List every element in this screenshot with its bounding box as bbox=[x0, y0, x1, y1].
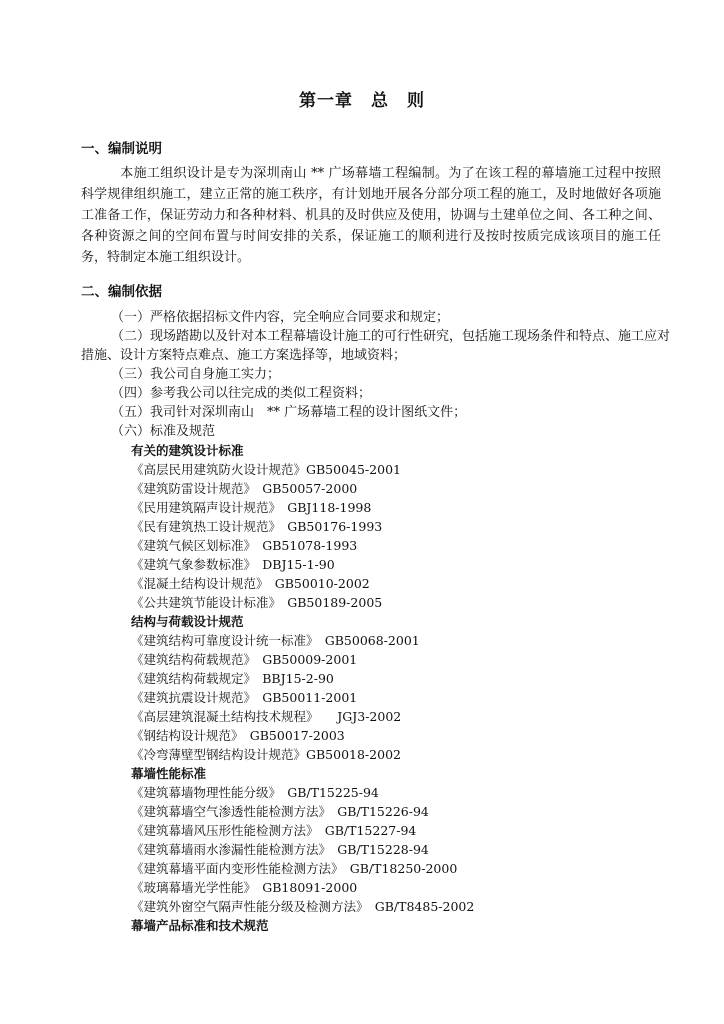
basis-item-2: （二）现场踏勘以及针对本工程幕墙设计施工的可行性研究，包括施工现场条件和特点、施工应对措施、设计方案特点难点、施工方案选择等，地域资料； bbox=[81, 329, 671, 363]
section-paragraph-1 bbox=[81, 163, 661, 268]
standard-entry: 《建筑幕墙物理性能分级》 GB/T15225-94 bbox=[131, 785, 379, 800]
standards-category-curtain-wall-performance: 幕墙性能标准 bbox=[131, 766, 207, 781]
standard-entry: 《建筑结构荷载规范》 GB50009-2001 bbox=[131, 652, 358, 667]
standard-entry: 《公共建筑节能设计标准》 GB50189-2005 bbox=[131, 595, 383, 610]
basis-item-5: （五）我司针对深圳南山 ** 广场幕墙工程的设计图纸文件； bbox=[111, 405, 467, 420]
basis-item-6: （六）标准及规范 bbox=[111, 424, 216, 439]
chapter-number: 第一章 bbox=[299, 91, 353, 111]
standard-entry: 《建筑气象参数标准》 DBJ15-1-90 bbox=[131, 557, 335, 572]
standard-entry: 《高层建筑混凝土结构技术规程》 JGJ3-2002 bbox=[131, 709, 402, 724]
standard-entry: 《混凝土结构设计规范》 GB50010-2002 bbox=[131, 576, 370, 591]
standard-entry: 《建筑幕墙雨水渗漏性能检测方法》 GB/T15228-94 bbox=[131, 842, 429, 857]
standard-entry: 《建筑外窗空气隔声性能分级及检测方法》 GB/T8485-2002 bbox=[131, 899, 475, 914]
standard-entry: 《建筑抗震设计规范》 GB50011-2001 bbox=[131, 690, 358, 705]
standards-category-structure-load: 结构与荷载设计规范 bbox=[131, 614, 244, 629]
standard-entry: 《建筑幕墙空气渗透性能检测方法》 GB/T15226-94 bbox=[131, 804, 429, 819]
standard-entry: 《民有建筑热工设计规范》 GB50176-1993 bbox=[131, 519, 383, 534]
section-heading-2: 二、编制依据 bbox=[81, 284, 162, 300]
basis-item-4: （四）参考我公司以往完成的类似工程资料； bbox=[111, 386, 372, 401]
paragraph-text: 本施工组织设计是专为深圳南山 ** 广场幕墙工程编制。为了在该工程的幕墙施工过程中按照科学规律组织施工，建立正常的施工秩序，有计划地开展各分部分项工程的施工，及时地做好各项施工准备工作，保证劳动力和各种材料、机具的及时供应及使用，协调与土建单位之间、各工种之间、各种资源之间的空间布置与时间安排的关系，保证施工的顺利进行及按时按质完成该项目的施工任务，特制定本施工组织设计。 bbox=[81, 166, 661, 265]
basis-item-1: （一）严格依据招标文件内容，完全响应合同要求和规定； bbox=[111, 310, 450, 325]
basis-item-3: （三）我公司自身施工实力； bbox=[111, 367, 281, 382]
standard-entry: 《玻璃幕墙光学性能》 GB18091-2000 bbox=[131, 880, 358, 895]
standard-entry: 《建筑幕墙平面内变形性能检测方法》 GB/T18250-2000 bbox=[131, 861, 458, 876]
chapter-title bbox=[0, 86, 724, 111]
chapter-name: 总 则 bbox=[371, 91, 425, 111]
standard-entry: 《建筑气候区划标准》 GB51078-1993 bbox=[131, 538, 358, 553]
standard-entry: 《冷弯薄壁型钢结构设计规范》GB50018-2002 bbox=[131, 747, 401, 762]
standard-entry: 《钢结构设计规范》 GB50017-2003 bbox=[131, 728, 345, 743]
standard-entry: 《建筑防雷设计规范》 GB50057-2000 bbox=[131, 481, 358, 496]
standard-entry: 《建筑结构荷载规定》 BBJ15-2-90 bbox=[131, 671, 334, 686]
standard-entry: 《民用建筑隔声设计规范》 GBJ118-1998 bbox=[131, 500, 372, 515]
standard-entry: 《建筑结构可靠度设计统一标准》 GB50068-2001 bbox=[131, 633, 420, 648]
section-heading-1: 一、编制说明 bbox=[81, 141, 162, 157]
standard-entry: 《高层民用建筑防火设计规范》GB50045-2001 bbox=[131, 462, 401, 477]
standards-category-building-design: 有关的建筑设计标准 bbox=[131, 443, 244, 458]
standards-category-curtain-wall-products: 幕墙产品标准和技术规范 bbox=[131, 918, 269, 933]
standard-entry: 《建筑幕墙风压形性能检测方法》 GB/T15227-94 bbox=[131, 823, 417, 838]
